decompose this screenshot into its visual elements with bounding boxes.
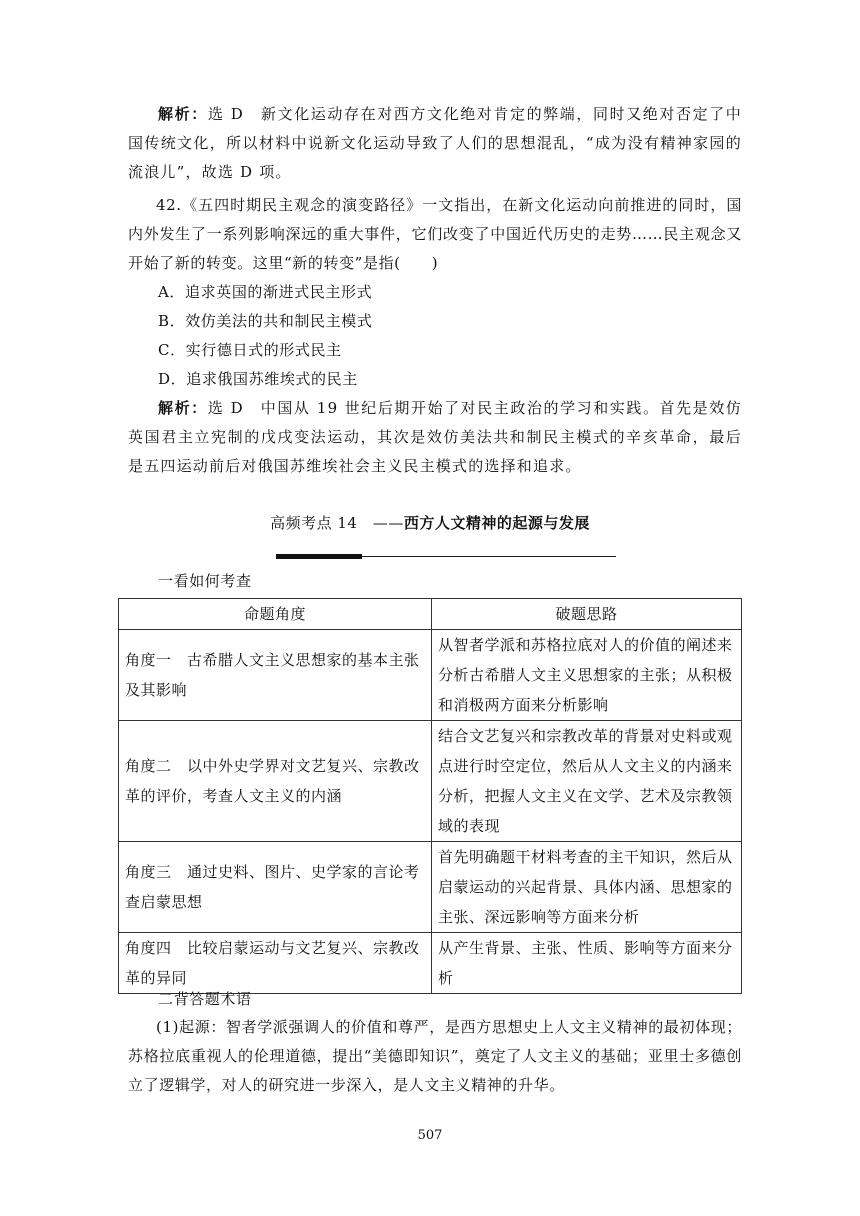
option-b: B．效仿美法的共和制民主模式 — [158, 312, 373, 330]
option-a: A．追求英国的渐进式民主形式 — [158, 283, 373, 301]
table-cell-angle: 角度三 通过史料、图片、史学家的言论考查启蒙思想 — [119, 842, 432, 933]
table-header: 破题思路 — [432, 599, 742, 630]
part2-label: 二背答题术语 — [158, 990, 252, 1008]
analysis-41 — [128, 100, 742, 187]
section-heading — [0, 512, 860, 533]
table-cell-approach: 从智者学派和苏格拉底对人的价值的阐述来分析古希腊人文主义思想家的主张；从积极和消极两方面来分析影响 — [432, 630, 742, 721]
analysis-42 — [128, 394, 742, 481]
part1-label: 一看如何考查 — [158, 572, 252, 590]
question-42: 42.《五四时期民主观念的演变路径》一文指出，在新文化运动向前推进的同时，国内外发生了一系列影响深远的重大事件，它们改变了中国近代历史的走势……民主观念又开始了新的转变。这里“新的转变”是指( ) — [128, 196, 742, 272]
analysis-label: 解析： — [158, 399, 208, 417]
section-topic: 西方人文精神的起源与发展 — [403, 514, 590, 532]
option-d: D．追求俄国苏维埃式的民主 — [158, 370, 358, 388]
term-origin: (1)起源：智者学派强调人的价值和尊严，是西方思想史上人文主义精神的最初体现；苏格拉底重视人的伦理道德，提出“美德即知识”，奠定了人文主义的基础；亚里士多德创立了逻辑学，对人的研究进一步深入，是人文主义精神的升华。 — [128, 1018, 742, 1094]
table-cell-approach: 首先明确题干材料考查的主干知识，然后从启蒙运动的兴起背景、具体内涵、思想家的主张、深远影响等方面来分析 — [432, 842, 742, 933]
analysis-text: 选 D 中国从 19 世纪后期开始了对民主政治的学习和实践。首先是效仿英国君主立宪制的戊戌变法运动，其次是效仿美法共和制民主模式的辛亥革命，最后是五四运动前后对俄国苏维埃社会主义民主模式的选择和追求。 — [128, 399, 742, 475]
section-prefix: 高频考点 14 —— — [270, 514, 404, 532]
page-number: 507 — [417, 1128, 443, 1143]
option-c: C．实行德日式的形式民主 — [158, 341, 342, 359]
table-cell-angle: 角度一 古希腊人文主义思想家的基本主张及其影响 — [119, 630, 432, 721]
analysis-text: 选 D 新文化运动存在对西方文化绝对肯定的弊端，同时又绝对否定了中国传统文化，所以材料中说新文化运动导致了人们的思想混乱，“成为没有精神家园的流浪儿”，故选 D 项。 — [128, 105, 742, 181]
table-row — [119, 842, 742, 933]
table-header: 命题角度 — [119, 599, 432, 630]
analysis-label: 解析： — [158, 105, 208, 123]
table-row — [119, 630, 742, 721]
exam-angles-table — [118, 598, 742, 994]
table-header-row — [119, 599, 742, 630]
table-cell-angle: 角度四 比较启蒙运动与文艺复兴、宗教改革的异同 — [119, 933, 432, 994]
heading-rule-accent — [276, 554, 362, 559]
table-cell-approach: 从产生背景、主张、性质、影响等方面来分析 — [432, 933, 742, 994]
table-cell-angle: 角度二 以中外史学界对文艺复兴、宗教改革的评价，考查人文主义的内涵 — [119, 721, 432, 842]
table-row — [119, 721, 742, 842]
table-row — [119, 933, 742, 994]
table-cell-approach: 结合文艺复兴和宗教改革的背景对史料或观点进行时空定位，然后从人文主义的内涵来分析，把握人文主义在文学、艺术及宗教领域的表现 — [432, 721, 742, 842]
